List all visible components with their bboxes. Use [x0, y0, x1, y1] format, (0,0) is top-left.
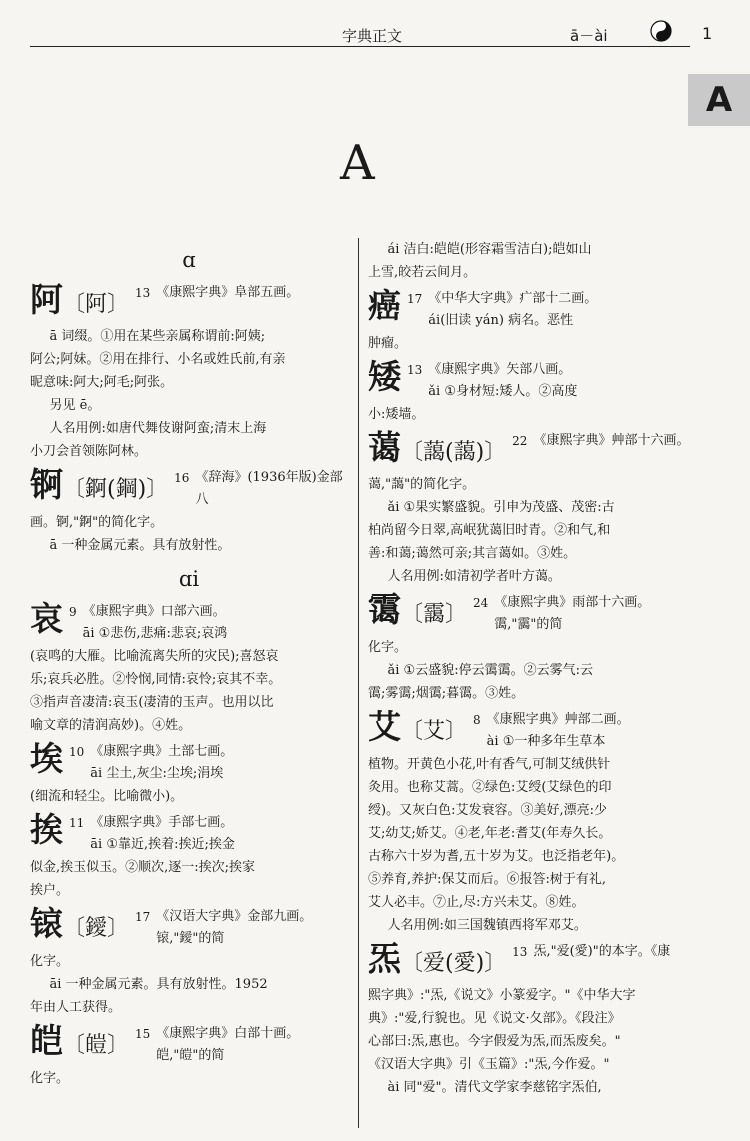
yin-yang-icon — [650, 20, 672, 42]
definition-line: 植物。开黄色小花,叶有香气,可制艾绒供针 — [368, 757, 611, 772]
source-ref: 《康熙字典》手部七画。 āi ①靠近,挨着:挨近;挨金 — [90, 815, 235, 852]
entry-ai-mist — [368, 590, 690, 705]
headword: 哀 — [30, 599, 63, 638]
definition-line: 另见 ē。 — [49, 398, 101, 413]
definition-line: 化字。 — [30, 954, 70, 969]
pinyin-heading: ɑi — [178, 567, 200, 591]
entry-ai-1 — [30, 599, 348, 737]
stroke-count: 8 — [473, 713, 481, 727]
header-range: ā－ài — [570, 27, 608, 45]
definition-line: 画。锕,"錒"的简化字。 — [30, 515, 164, 530]
entry-ai-3 — [30, 810, 348, 902]
source-ref: 炁,"爱(愛)"的本字。《康 — [533, 944, 671, 959]
entry-a — [30, 280, 348, 463]
definition-line: 人名用例:如唐代舞伎谢阿蛮;清末上海 — [49, 421, 267, 436]
entry-ai-4 — [30, 904, 348, 1019]
headword: 霭〔靄〕 — [368, 590, 468, 629]
source-ref: 《汉语大字典》金部九画。锿,"鑀"的简 — [156, 909, 313, 946]
entry-ai-cancer — [368, 286, 690, 355]
definition-line: ǎi ①云盛貌:停云霭霭。②云雾气:云 — [387, 663, 593, 678]
running-header — [30, 24, 713, 47]
definition-line: 灸用。也称艾蒿。②绿色:艾绶(艾绿色的印 — [368, 780, 612, 795]
headword: 锕〔錒(鋼)〕 — [30, 465, 169, 504]
stroke-count: 11 — [69, 816, 85, 830]
definition-line: ái 洁白:皑皑(形容霜雪洁白);皑如山 — [387, 242, 592, 257]
definition-line: 年由人工获得。 — [30, 1000, 122, 1015]
stroke-count: 17 — [135, 910, 151, 924]
definition-line: ǎi ①果实繁盛貌。引申为茂盛、茂密:古 — [387, 500, 615, 515]
definition-line: 绶)。又灰白色:艾发衰容。③美好,漂亮:少 — [368, 803, 607, 818]
stroke-count: 22 — [512, 434, 528, 448]
definition-line: ā 词缀。①用在某些亲属称谓前:阿姨; — [49, 329, 266, 344]
definition-line: 小:矮墙。 — [368, 407, 425, 422]
column-divider — [358, 238, 359, 1128]
definition-line: 人名用例:如清初学者叶方蔼。 — [387, 569, 561, 584]
source-ref: 《中华大字典》疒部十二画。 ái(旧读 yán) 病名。恶性 — [428, 291, 598, 328]
definition-line: 肿瘤。 — [368, 336, 408, 351]
definition-line: 心部曰:炁,惠也。今字假爱为炁,而炁废矣。" — [368, 1034, 621, 1049]
stroke-count: 13 — [407, 363, 423, 377]
stroke-count: 9 — [69, 605, 77, 619]
section-tab: A — [688, 74, 750, 126]
definition-line: (细流和轻尘。比喻微小)。 — [30, 789, 184, 804]
stroke-count: 16 — [174, 471, 190, 485]
definition-line: 《汉语大字典》引《玉篇》:"炁,今作爱。" — [368, 1057, 610, 1072]
definition-line: 化字。 — [368, 640, 408, 655]
source-ref: 《康熙字典》雨部十六画。霭,"靄"的简 — [494, 595, 651, 632]
section-letter: A — [340, 135, 375, 191]
source-ref: 《康熙字典》艸部十六画。 — [533, 433, 690, 448]
headword: 癌 — [368, 286, 401, 325]
source-ref: 《康熙字典》口部六画。 āi ①悲伤,悲痛:悲哀;哀鸿 — [82, 604, 228, 641]
definition-line: 化字。 — [30, 1071, 70, 1086]
left-column — [30, 238, 348, 1090]
source-ref: 《康熙字典》矢部八画。 ǎi ①身材短:矮人。②高度 — [428, 362, 578, 399]
definition-line: 小刀会首领陈阿林。 — [30, 444, 148, 459]
headword: 炁〔爱(愛)〕 — [368, 939, 507, 978]
headword: 挨 — [30, 810, 63, 849]
definition-line: 典》:"爱,行貌也。见《说文·夂部》。《段注》 — [368, 1011, 621, 1026]
definition-line: 艾人必丰。⑦止,尽:方兴未艾。⑧姓。 — [368, 895, 585, 910]
definition-line: 似金,挨玉似玉。②顺次,逐一:挨次;挨家 — [30, 860, 256, 875]
definition-line: 乐;哀兵必胜。②怜悯,同情:哀怜;哀其不幸。 — [30, 672, 282, 687]
definition-line: āi 一种金属元素。具有放射性。1952 — [49, 977, 268, 992]
headword: 矮 — [368, 357, 401, 396]
headword: 埃 — [30, 739, 63, 778]
stroke-count: 15 — [135, 1027, 151, 1041]
source-ref: 《康熙字典》土部七画。 āi 尘土,灰尘:尘埃;涓埃 — [90, 744, 234, 781]
definition-line: 昵意味:阿大;阿毛;阿张。 — [30, 375, 174, 390]
page-number: 1 — [702, 24, 713, 43]
definition-line: 艾;幼艾;娇艾。④老,年老:耆艾(年寿久长。 — [368, 826, 612, 841]
right-column — [368, 238, 690, 1099]
source-ref: 《辞海》(1936年版)金部八 — [195, 470, 343, 507]
stroke-count: 17 — [407, 292, 423, 306]
pinyin-heading: ɑ — [182, 248, 196, 272]
headword: 艾〔艾〕 — [368, 707, 468, 746]
definition-line: 霭;雾霭;烟霭;暮霭。③姓。 — [368, 686, 525, 701]
stroke-count: 10 — [69, 745, 85, 759]
stroke-count: 24 — [473, 596, 489, 610]
definition-line: 熙字典》:"炁,《说文》小篆爱字。"《中华大字 — [368, 988, 636, 1003]
entry-ai-love — [368, 939, 690, 1099]
definition-line: 上雪,皎若云间月。 — [368, 265, 477, 280]
headword: 锿〔鑀〕 — [30, 904, 130, 943]
definition-line: ⑤养育,养护:保艾而后。⑥报答:树于有礼, — [368, 872, 607, 887]
source-ref: 《康熙字典》白部十画。皑,"皚"的简 — [156, 1026, 300, 1063]
entry-ai-kind — [368, 428, 690, 588]
definition-line: 柏尚留今日翠,高岷犹蔼旧时青。②和气,和 — [368, 523, 611, 538]
definition-line: (哀鸣的大雁。比喻流离失所的灾民);喜怒哀 — [30, 649, 279, 664]
definition-line: ā 一种金属元素。具有放射性。 — [49, 538, 231, 553]
definition-line: ③指声音凄清:哀玉(凄清的玉声。也用以比 — [30, 695, 274, 710]
definition-line: 喻文章的清润高妙)。④姓。 — [30, 718, 192, 733]
entry-ai-5 — [30, 1021, 348, 1090]
stroke-count: 13 — [512, 945, 528, 959]
source-ref: 《康熙字典》阜部五画。 — [156, 285, 300, 300]
header-title: 字典正文 — [342, 27, 403, 45]
definition-line: ài 同"爱"。清代文学家李慈铭字炁伯, — [387, 1080, 602, 1095]
definition-line: 善:和蔼;蔼然可亲;其言蔼如。③姓。 — [368, 546, 577, 561]
stroke-count: 13 — [135, 286, 151, 300]
definition-line: 阿公;阿妹。②用在排行、小名或姓氏前,有亲 — [30, 352, 286, 367]
headword: 皑〔皚〕 — [30, 1021, 130, 1060]
entry-ai-short — [368, 357, 690, 426]
headword: 蔼〔藹(藹)〕 — [368, 428, 507, 467]
definition-line: 挨户。 — [30, 883, 70, 898]
entry-a2 — [30, 465, 348, 557]
entry-ai-mugwort — [368, 707, 690, 937]
definition-line: 蔼,"藹"的简化字。 — [368, 477, 476, 492]
source-ref: 《康熙字典》艸部二画。 ài ①一种多年生草本 — [486, 712, 630, 749]
entry-ai-2 — [30, 739, 348, 808]
definition-line: 古称六十岁为耆,五十岁为艾。也泛指老年)。 — [368, 849, 625, 864]
definition-line: 人名用例:如三国魏镇西将军邓艾。 — [387, 918, 587, 933]
headword: 阿〔阿〕 — [30, 280, 130, 319]
